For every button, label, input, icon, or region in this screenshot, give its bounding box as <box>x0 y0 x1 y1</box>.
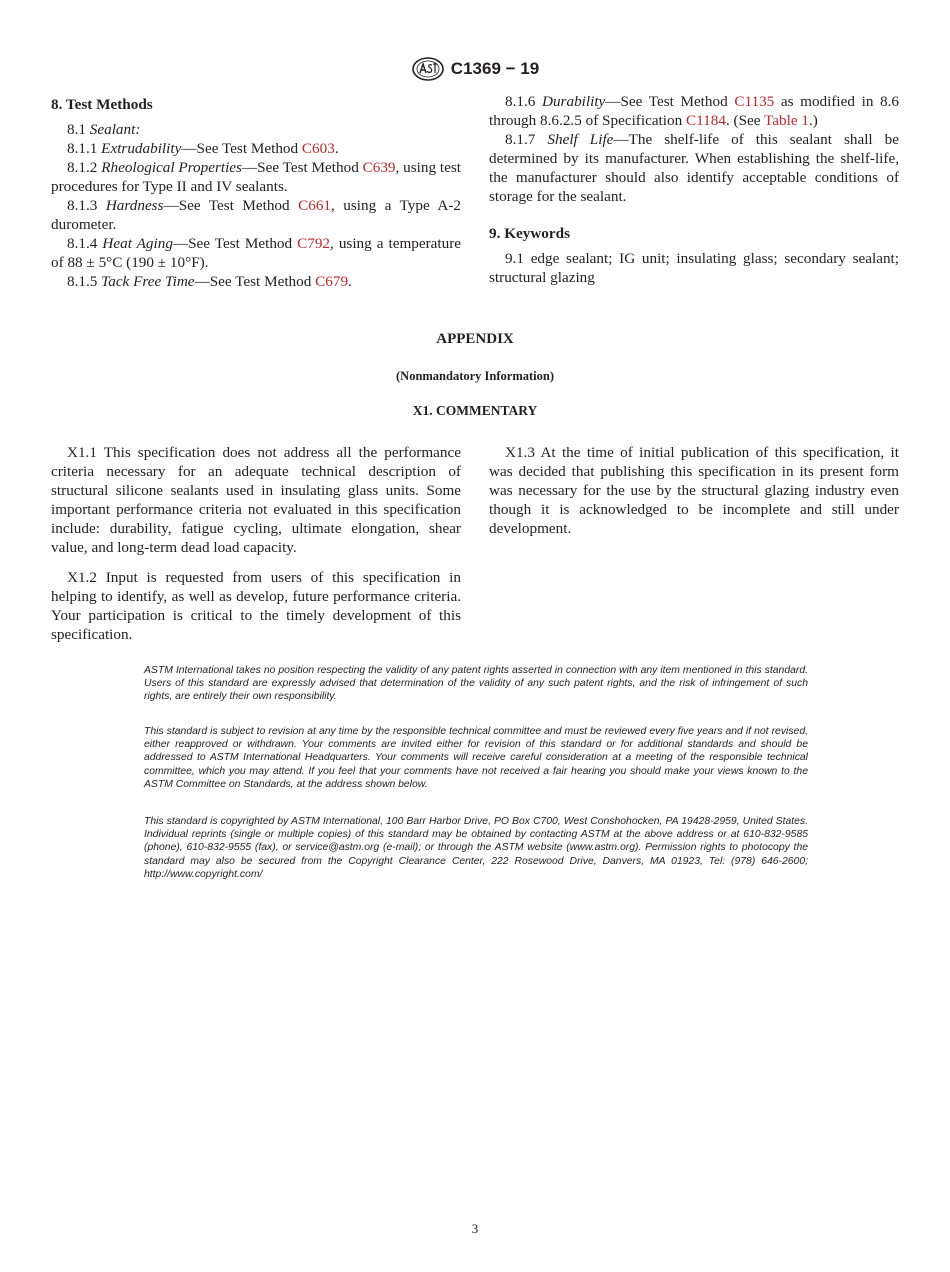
page-number: 3 <box>471 1221 479 1236</box>
para-9-1: 9.1 edge sealant; IG unit; insulating glass; secondary sealant; structural glazing <box>489 250 899 286</box>
page-header <box>0 56 950 87</box>
para-8-1-6: 8.1.6 Durability—See Test Method C1135 as modified in 8.6 through 8.6.2.5 of Specification C1184. (See Table 1.) <box>489 93 900 129</box>
para-x1-2: X1.2 Input is requested from users of this specification in helping to identify, as well as develop, future performance criteria. Your participation is critical to the timely development of this specification. <box>51 569 461 643</box>
para-x1-3: X1.3 At the time of initial publication of this specification, it was decided that publishing this specification in its present form was necessary for the use by the structural glazing industry even though it is acknowledged to be incomplete and still under development. <box>489 444 899 537</box>
para-8-1-4: 8.1.4 Heat Aging—See Test Method C792, using a temperature of 88 ± 5°C (190 ± 10°F). <box>51 235 462 271</box>
revision-notice: This standard is subject to revision at any time by the responsible technical committee and must be reviewed every five years and if not revised, either reapproved or withdrawn. Your comments are invited either for revision of this standard or for additional standards and should be addressed to ASTM International Headquarters. Your comments will receive careful consideration at a meeting of the responsible technical committee, which you may attend. If you feel that your comments have not received a fair hearing you should make your views known to the ASTM Committee on Standards, at the address shown below. <box>144 726 808 790</box>
patent-notice: ASTM International takes no position respecting the validity of any patent rights asserted in connection with any item mentioned in this standard. Users of this standard are expressly advised that determination of the validity of any such patent rights, and the risk of infringement of such rights, are entirely their own responsibility. <box>144 665 808 703</box>
ref-c679-link[interactable]: C679 <box>315 273 349 290</box>
para-8-1-1: 8.1.1 Extrudability—See Test Method C603. <box>67 140 339 157</box>
section-8-9-column <box>489 92 899 287</box>
astm-logo-icon <box>411 56 445 82</box>
ref-table-1-link[interactable]: Table 1 <box>764 112 809 129</box>
para-8-1-5: 8.1.5 Tack Free Time—See Test Method C679. <box>67 273 352 290</box>
section-8-heading: 8. Test Methods <box>51 96 153 113</box>
ref-c1135-link[interactable]: C1135 <box>734 93 775 110</box>
appendix-subtitle: (Nonmandatory Information) <box>396 369 554 383</box>
standard-designation: C1369 − 19 <box>450 59 540 78</box>
ref-c1184-link[interactable]: C1184 <box>685 112 726 129</box>
para-8-1: 8.1 Sealant: <box>67 121 141 138</box>
ref-c792-link[interactable]: C792 <box>297 235 331 252</box>
ref-c603-link[interactable]: C603 <box>301 140 335 157</box>
commentary-title: X1. COMMENTARY <box>412 403 538 418</box>
para-x1-1: X1.1 This specification does not address all the performance criteria necessary for an adequate technical description of structural silicone sealants used in insulating glass units. Some important performance criteria not evaluated in this specification include: durability, fatigue cycling, ultimate elongation, shear value, and long-term dead load capacity. <box>51 444 461 556</box>
section-9-heading: 9. Keywords <box>489 225 570 242</box>
para-8-1-2: 8.1.2 Rheological Properties—See Test Method C639, using test procedures for Type II and IV sealants. <box>51 159 461 195</box>
section-8-column <box>51 92 461 291</box>
appendix-title: APPENDIX <box>436 331 514 347</box>
ref-c639-link[interactable]: C639 <box>362 159 396 176</box>
ref-c661-link[interactable]: C661 <box>298 197 332 214</box>
commentary-left-column <box>51 443 461 644</box>
copyright-notice: This standard is copyrighted by ASTM International, 100 Barr Harbor Drive, PO Box C700, West Conshohocken, PA 19428-2959, United States. Individual reprints (single or multiple copies) of this standard may be obtained by contacting ASTM at the above address or at 610-832-9585 (phone), 610-832-9555 (fax), or service@astm.org (e-mail); or through the ASTM website (www.astm.org). Permission rights to photocopy the standard may also be secured from the Copyright Clearance Center, 222 Rosewood Drive, Danvers, MA 01923, Tel: (978) 646-2600; http://www.copyright.com/ <box>144 816 808 880</box>
para-8-1-3: 8.1.3 Hardness—See Test Method C661, using a Type A-2 durometer. <box>51 197 461 233</box>
commentary-right-column <box>489 443 899 538</box>
para-8-1-7: 8.1.7 Shelf Life—The shelf-life of this sealant shall be determined by its manufacturer. When establishing the shelf-life, the manufacturer should also identify acceptable conditions of storage for the sealant. <box>489 131 899 205</box>
